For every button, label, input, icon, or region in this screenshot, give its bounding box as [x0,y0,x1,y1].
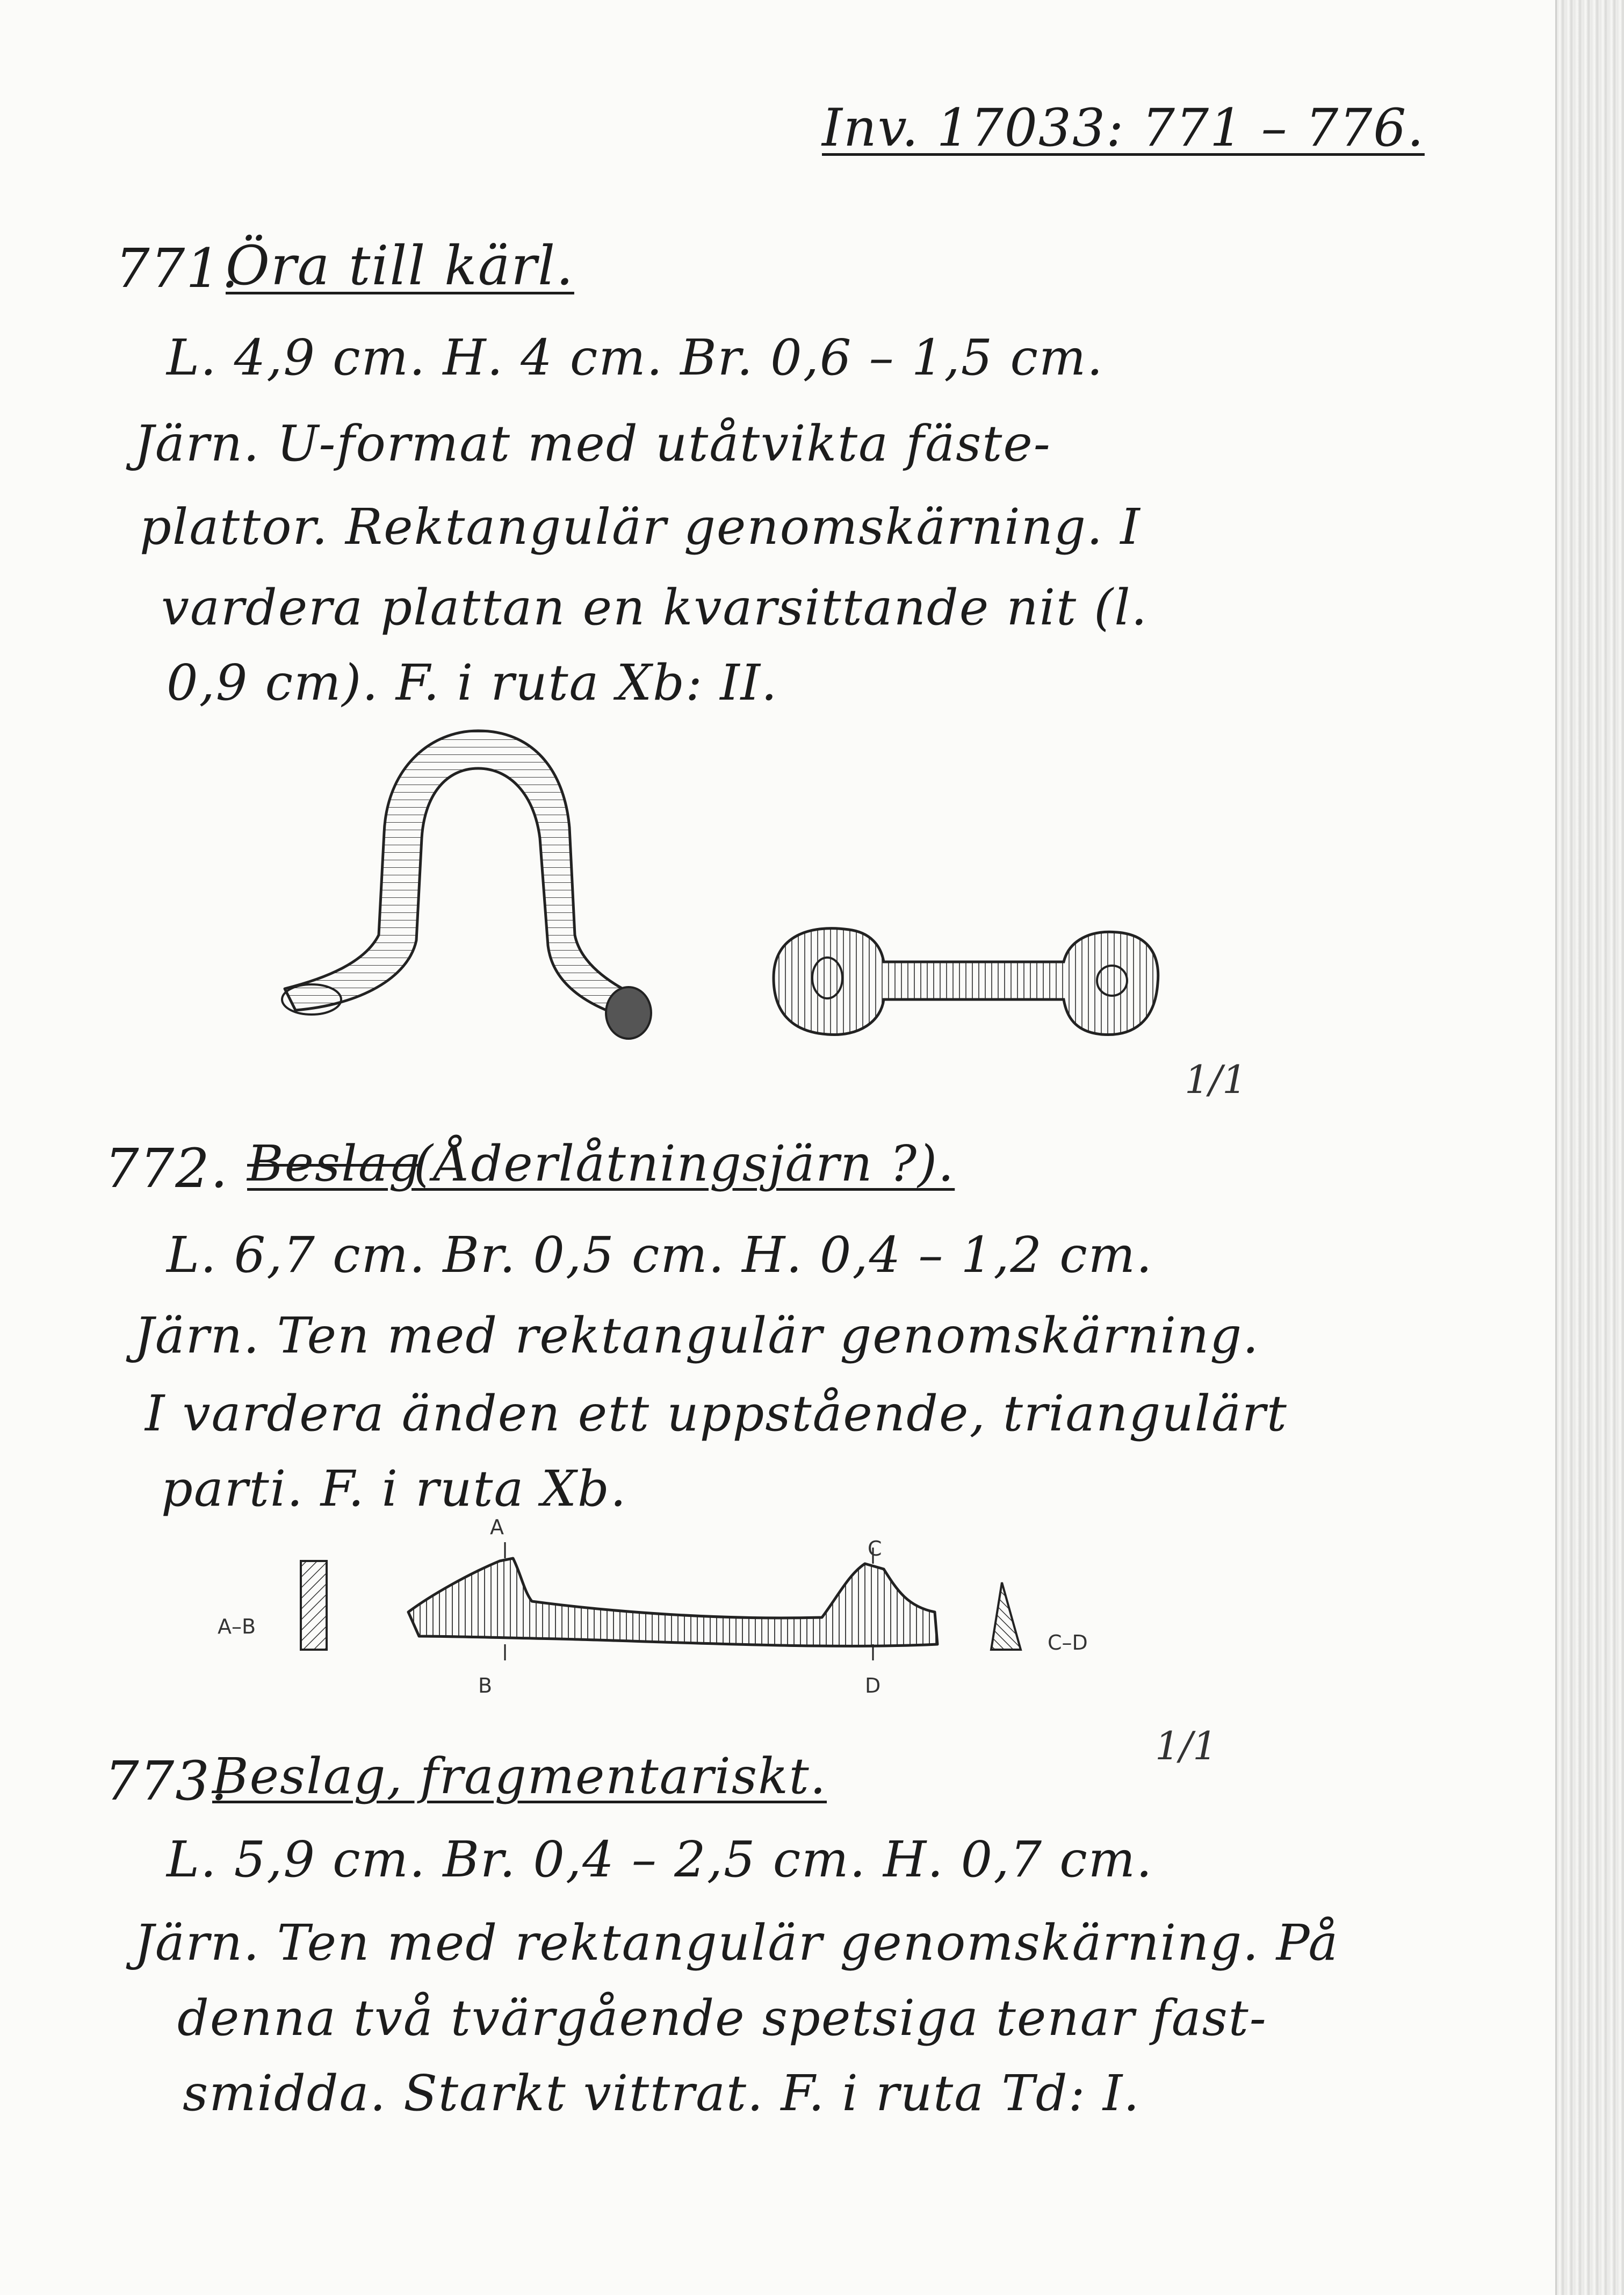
item-771-side-view-drawing [263,709,682,1053]
item-772-struck-word: Beslag [247,1135,422,1192]
label-b: B [478,1674,493,1697]
item-773-title: Beslag, fragmentariskt. [212,1747,827,1805]
item-771-top-view-drawing [763,913,1182,1048]
label-c-d: C–D [1048,1631,1088,1654]
item-771-number: 771. [116,237,240,300]
item-772-scale: 1/1 [1155,1723,1217,1768]
item-771-dimensions: L. 4,9 cm. H. 4 cm. Br. 0,6 – 1,5 cm. [167,329,1104,386]
item-771-line-4: 0,9 cm). F. i ruta Xb: II. [167,654,778,711]
label-a-b: A–B [218,1615,256,1638]
label-a: A [490,1515,504,1539]
inventory-number: Inv. 17033: 771 – 776. [822,98,1425,158]
item-772-title: (Åderlåtningsjärn ?). [414,1135,955,1192]
item-773-number: 773. [105,1750,229,1812]
label-d: D [865,1674,881,1697]
item-771-scale: 1/1 [1185,1057,1247,1102]
item-772-line-2: I vardera änden ett uppstående, triangulärt [145,1385,1288,1442]
item-771-title: Öra till kärl. [226,234,574,297]
item-773-dimensions: L. 5,9 cm. Br. 0,4 – 2,5 cm. H. 0,7 cm. [167,1831,1153,1888]
item-772-line-1: Järn. Ten med rektangulär genomskärning. [134,1307,1260,1364]
label-c: C [868,1537,882,1560]
item-772-line-3: parti. F. i ruta Xb. [161,1460,627,1517]
page-binding-edge [1555,0,1624,2295]
item-773-line-3: smidda. Starkt vittrat. F. i ruta Td: I. [183,2064,1141,2122]
section-c-d-drawing [988,1580,1031,1655]
item-773-line-2: denna två tvärgående spetsiga tenar fast- [177,1989,1267,2047]
section-a-b-drawing [298,1558,330,1655]
item-771-line-1: Järn. U-format med utåtvikta fäste- [134,415,1051,472]
item-772-dimensions: L. 6,7 cm. Br. 0,5 cm. H. 0,4 – 1,2 cm. [167,1226,1153,1284]
item-771-line-2: plattor. Rektangulär genomskärning. I [140,498,1141,556]
item-773-line-1: Järn. Ten med rektangulär genomskärning. På [134,1914,1339,1972]
item-771-line-3: vardera plattan en kvarsittande nit (l. [161,579,1148,636]
item-772-title-struck [247,1135,422,1192]
item-772-number: 772. [105,1137,229,1200]
